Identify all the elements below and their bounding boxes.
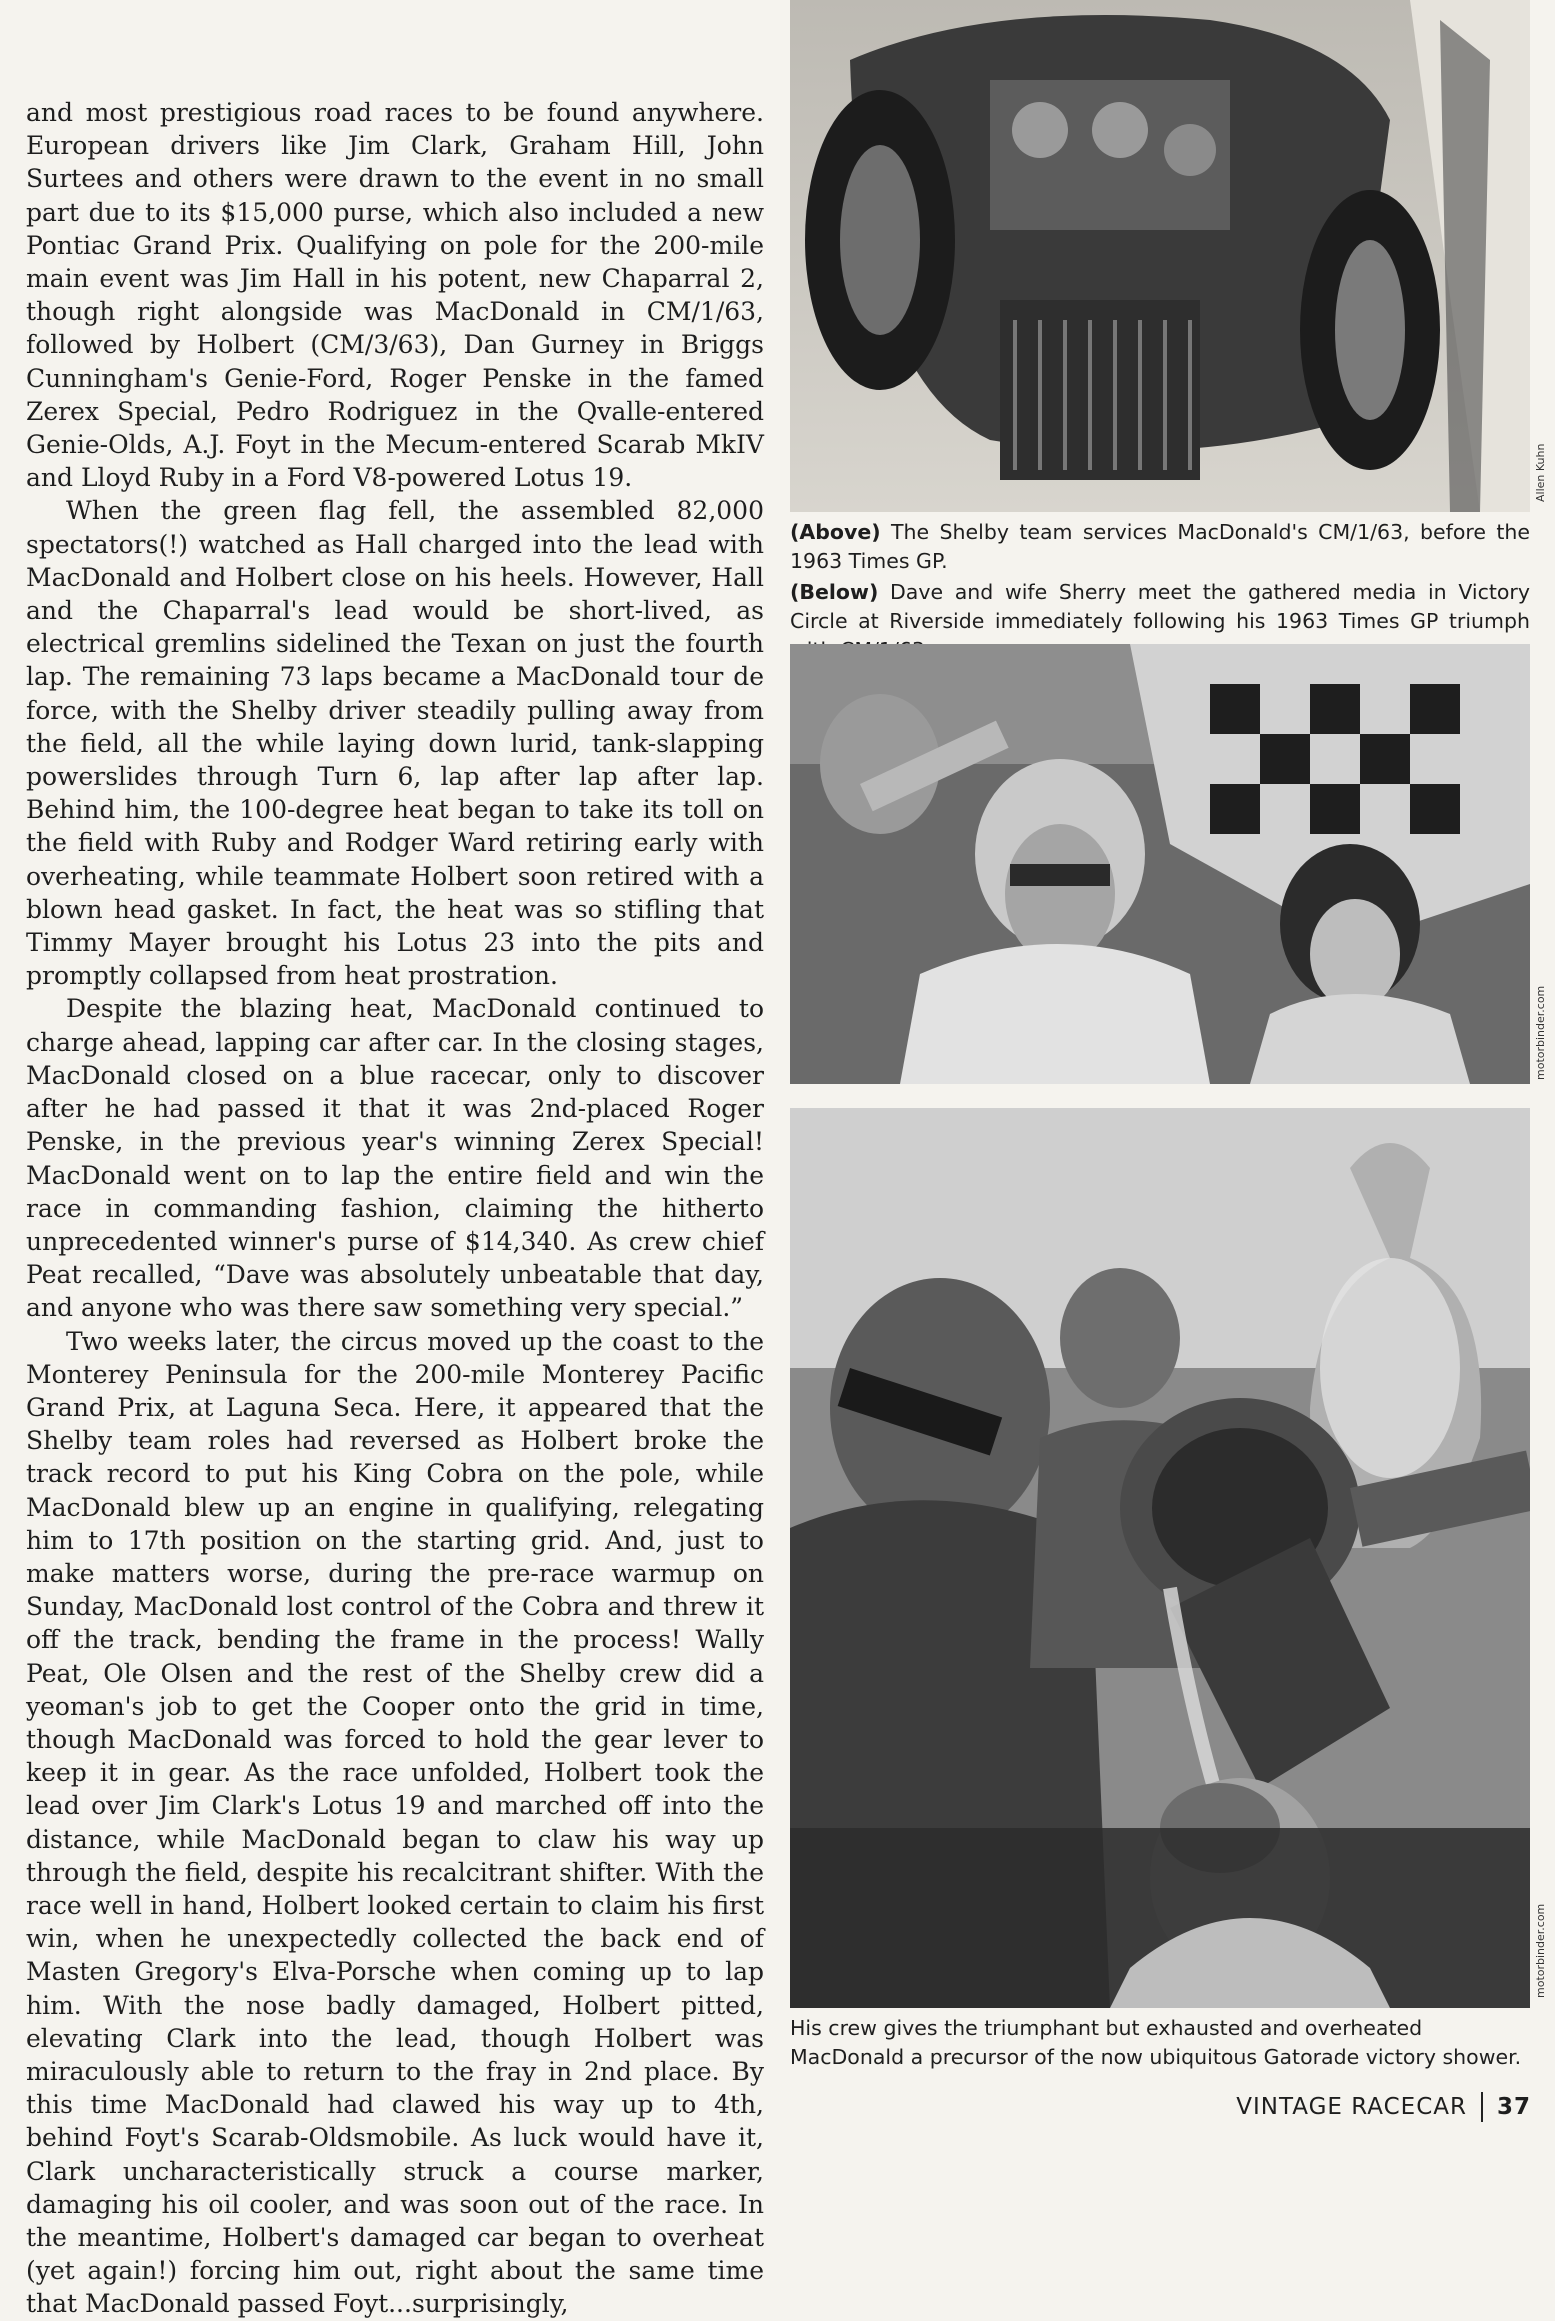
photo-credit: motorbinder.com (1534, 985, 1547, 1080)
article-paragraph: and most prestigious road races to be found anywhere. European drivers like Jim Clark, Graham Hill, John Surtees and others were drawn to the event in no small part due to its $15,000 purse, which also included a new Pontiac Grand Prix. Qualifying on pole for the 200-mile main event was Jim Hall in his potent, new Chaparral 2, though right alongside was MacDonald in CM/1/63, followed by Holbert (CM/3/63), Dan Gurney in Briggs Cunningham's Genie-Ford, Roger Penske in the famed Zerex Special, Pedro Rodriguez in the Qvalle-entered Genie-Olds, A.J. Foyt in the Mecum-entered Scarab MkIV and Lloyd Ruby in a Ford V8-powered Lotus 19. (26, 98, 764, 493)
magazine-name: VINTAGE RACECAR (1236, 2094, 1467, 2120)
caption-text: Dave and wife Sherry meet the gathered media in Victory Circle at Riverside immediately following his 1963 Times GP triumph (790, 580, 1530, 633)
article-paragraph: Two weeks later, the circus moved up the coast to the Monterey Peninsula for the 200-mile Monterey Pacific Grand Prix, at Laguna Seca. Here, it appeared that the Shelby team roles had reversed as Holbert broke the track record to put his King Cobra on the pole, while MacDonald blew up an engine in qualifying, relegating him to 17th position on the starting grid. And, just to make matters worse, during the pre-race warmup on Sunday, MacDonald lost control of the Cobra and threw it off the track, bending the frame in the process! Wally Peat, Ole Olsen and the rest of the Shelby crew did a yeoman's job to get the Cooper onto the grid in time, though MacDonald was forced to hold the gear lever to keep it in gear. As the race unfolded, Holbert took the lead over Jim Clark's Lotus 19 and marched off into the distance, while MacDonald began to claw his way up through the field, despite his recalcitrant shifter. With the race well in hand, Holbert looked certain to claim his first win, when he unexpectedly collected the back end of Masten Gregory's Elva-Porsche when coming up to lap him. With the nose badly damaged, Holbert pitted, elevating Clark into the lead, though Holbert was miraculously able to return to the fray in 2nd place. By this time MacDonald had clawed his way up to 4th, behind Foyt's Scarab-Oldsmobile. As luck would have it, Clark uncharacteristically struck a course marker, damaging his oil cooler, and was soon out of the race. In the meantime, Holbert's damaged car began to overheat (yet again!) forcing him out, right about the same time that MacDonald passed Foyt...surprisingly, (26, 1326, 764, 2319)
page-footer (1236, 2092, 1531, 2122)
article-paragraph: When the green flag fell, the assembled 82,000 spectators(!) watched as Hall charged into the lead with MacDonald and Holbert close on his heels. However, Hall and the Chaparral's lead would be short-lived, as electrical gremlins sidelined the Texan on just the fourth lap. The remaining 73 laps became a MacDonald tour de force, with the Shelby driver steadily pulling away from the field, all the while laying down lurid, tank-slapping powerslides through Turn 6, lap after lap after lap. Behind him, the 100-degree heat began to take its toll on the field with Ruby and Rodger Ward retiring early with overheating, while teammate Holbert soon retired with a blown head gasket. In fact, the heat was so stifling that Timmy Mayer brought his Lotus 23 into the pits and promptly collapsed from heat prostration. (26, 496, 764, 991)
caption-above (790, 518, 1530, 576)
photo-engine-service (790, 0, 1530, 512)
photo-credit: Allen Kuhn (1534, 443, 1547, 502)
photo-credit: motorbinder.com (1534, 1903, 1547, 1998)
caption-text: The Shelby team services MacDonald's CM/1/63, before the 1963 Times GP. (790, 520, 1530, 573)
photo-victory-circle (790, 644, 1530, 1084)
divider (1481, 2092, 1483, 2122)
article-body (26, 96, 764, 2321)
page-number: 37 (1496, 2094, 1531, 2120)
caption-bottom: His crew gives the triumphant but exhausted and overheated MacDonald a precursor of the now ubiquitous Gatorade victory shower. (790, 2016, 1522, 2069)
caption-label: (Below) (790, 580, 879, 604)
photo-victory-shower (790, 1108, 1530, 2008)
article-paragraph: Despite the blazing heat, MacDonald continued to charge ahead, lapping car after car. In the closing stages, MacDonald closed on a blue racecar, only to discover after he had passed it that it was 2nd-placed Roger Penske, in the previous year's winning Zerex Special! MacDonald went on to lap the entire field and win the race in commanding fashion, claiming the hitherto unprecedented winner's purse of $14,340. As crew chief Peat recalled, “Dave was absolutely unbeatable that day, and anyone who was there saw something very special.” (26, 994, 764, 1323)
caption-label: (Above) (790, 520, 881, 544)
